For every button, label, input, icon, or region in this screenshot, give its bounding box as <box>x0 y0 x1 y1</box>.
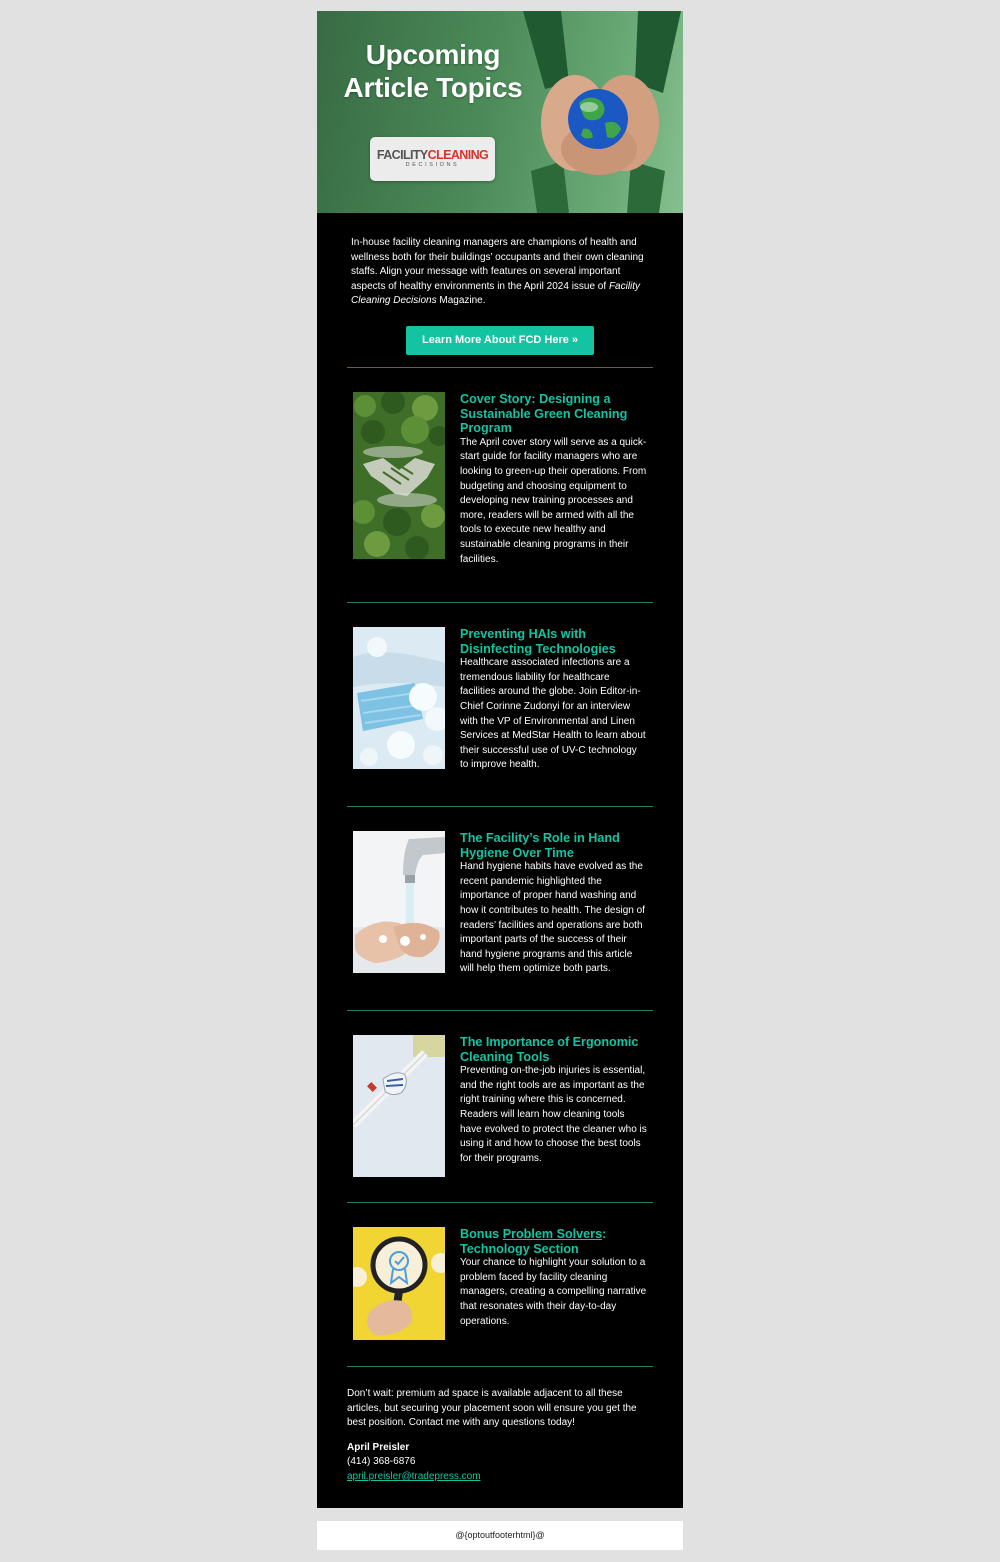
hero-banner <box>317 11 683 213</box>
article-text: The April cover story will serve as a quick-start guide for facility managers who are looking to green-up their operations. From budgeting and choosing equipment to developing new training processes and more, readers will be armed with all the tools to execute new healthy and sustainable cleaning programs in their facilities. <box>460 436 647 565</box>
hand-washing-icon <box>353 831 445 973</box>
closing-text: Don’t wait: premium ad space is available adjacent to all these articles, but securing your placement soon will ensure you get the best position. Contact me with any questions today! <box>347 1387 637 1429</box>
foam-mask-icon <box>353 627 445 769</box>
email-body <box>317 11 683 1508</box>
magnifying-glass-icon <box>353 1227 445 1340</box>
article-item <box>347 807 653 1010</box>
magazine-name: Facility Cleaning Decisions <box>351 280 641 307</box>
optout-footer: @{optoutfooterhtml}@ <box>317 1521 683 1550</box>
article-item <box>347 1011 653 1202</box>
article-item <box>347 368 653 602</box>
contact-name: April Preisler <box>347 1441 410 1453</box>
main-content <box>317 213 683 1508</box>
article-title[interactable]: The Facility’s Role in Hand Hygiene Over Time <box>460 831 620 860</box>
contact-email-link[interactable]: april.preisler@tradepress.com <box>347 1470 481 1482</box>
learn-more-button[interactable]: Learn More About FCD Here » <box>406 326 594 355</box>
intro-text: In-house facility cleaning managers are champions of health and wellness both for their buildings’ occupants and their own cleaning staffs. Align your message with features on several important aspects of healthy environments in the April 2024 issue of Facility Cleaning Decisions Magazine. <box>351 237 644 307</box>
article-text: Your chance to highlight your solution to a problem faced by facility cleaning managers, creating a compelling narrative that resonates with their day-to-day operations. <box>460 1257 647 1327</box>
article-text: Preventing on-the-job injuries is essential, and the right tools are as important as the right training where this is concerned. Readers will learn how cleaning tools have evolved to protect the cleaner who is using it and how to choose the best tools for their programs. <box>460 1065 647 1164</box>
contact-phone: (414) 368-6876 <box>347 1456 416 1468</box>
problem-solvers-link[interactable]: Problem Solvers <box>502 1226 603 1241</box>
article-title[interactable]: Cover Story: Designing a Sustainable Green Cleaning Program <box>460 391 628 436</box>
article-title[interactable]: The Importance of Ergonomic Cleaning Tools <box>460 1034 639 1064</box>
article-text: Healthcare associated infections are a tremendous liability for healthcare facilities around the globe. Join Editor-in-Chief Corinne Zudonyi for an interview with the VP of Environmental and Linen Services at MedStar Health to learn about their successful use of UV-C technology to improve health. <box>460 657 646 771</box>
article-title: Bonus Problem Solvers: Technology Section <box>460 1226 607 1256</box>
fcd-logo[interactable]: FACILITYCLEANING DECISIONS <box>370 137 495 181</box>
cleaning-pole-icon <box>353 1035 445 1177</box>
article-text: Hand hygiene habits have evolved as the recent pandemic highlighted the importance of proper hand washing and how it contributes to health. The design of readers’ facilities and operations are both important parts of the success of their hand hygiene programs and this article will help them optimize both parts. <box>460 861 645 975</box>
forest-handshake-icon <box>353 392 445 559</box>
contact-block <box>347 1441 653 1508</box>
article-title[interactable]: Preventing HAIs with Disinfecting Technologies <box>460 627 616 656</box>
article-item <box>347 603 653 806</box>
hands-globe-icon <box>513 11 683 213</box>
hero-title: Upcoming Article Topics <box>343 39 523 103</box>
article-item <box>347 1203 653 1366</box>
